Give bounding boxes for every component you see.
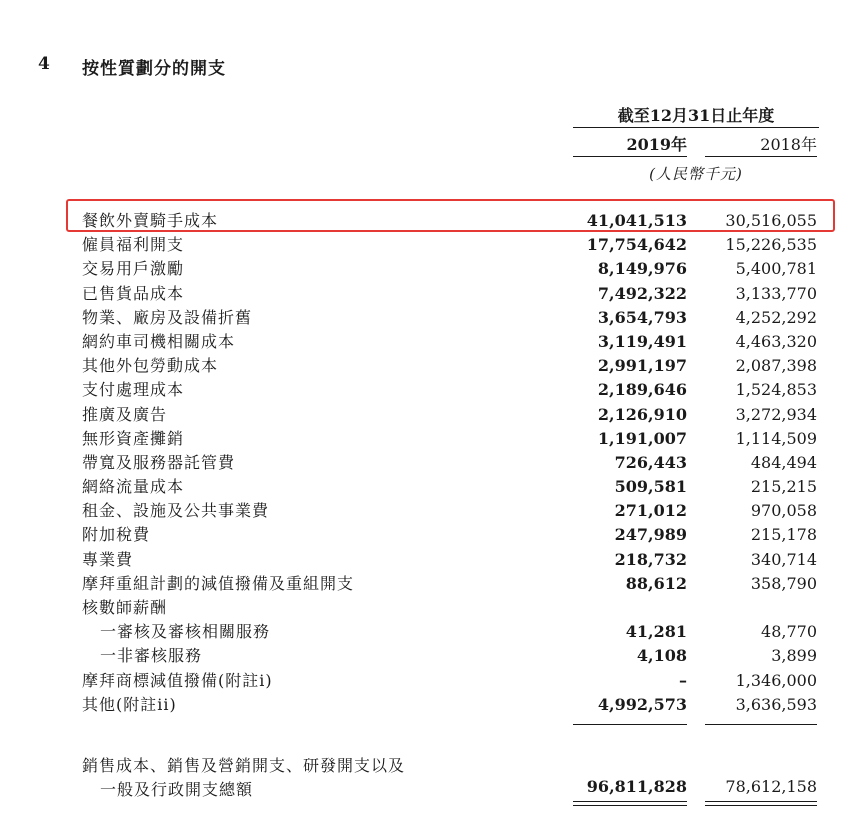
table-row [0,523,863,547]
row-value-2018: 3,133,770 [735,283,817,303]
period-header: 截至12月31日止年度 [617,106,775,125]
row-label: 物業、廠房及設備折舊 [82,307,253,327]
row-value-2019: 17,754,642 [586,235,687,255]
row-label: 網約車司機相關成本 [82,331,236,351]
total-value-2019: 96,811,828 [586,777,687,796]
row-value-2019: 1,191,007 [597,428,687,448]
section-number: 4 [38,54,50,74]
row-value-2019: 3,654,793 [597,307,687,327]
row-label: 支付處理成本 [82,380,185,400]
row-label: 其他(附註ii) [82,694,177,714]
row-label: 推廣及廣告 [82,404,168,424]
table-row [0,644,863,668]
table-row [0,257,863,281]
row-value-2019: – [679,670,687,690]
year-prior-rule [705,156,817,157]
row-label: 摩拜商標減值撥備(附註i) [82,670,273,690]
subtotal-rule-current [573,724,687,725]
table-row [0,451,863,475]
unit-label: (人民幣千元) [649,165,743,183]
row-value-2019: 8,149,976 [597,259,687,279]
total-double-rule-current [573,801,687,806]
total-value-2018: 78,612,158 [725,777,817,796]
row-value-2019: 2,126,910 [597,404,687,424]
row-value-2019: 88,612 [625,573,687,593]
row-value-2019: 271,012 [614,501,687,521]
row-label: 已售貨品成本 [82,283,185,303]
row-value-2019: 2,189,646 [597,380,687,400]
period-rule [573,127,819,128]
table-row [0,233,863,257]
row-value-2018: 484,494 [750,452,817,472]
row-value-2019: 41,041,513 [586,211,687,230]
row-value-2018: 1,346,000 [735,670,817,690]
table-row [0,572,863,596]
expense-table [0,209,863,717]
year-current-header: 2019年 [626,135,687,154]
year-prior-header: 2018年 [760,135,817,154]
total-double-rule-prior [705,801,817,806]
row-label: 附加稅費 [82,525,151,545]
table-row [0,282,863,306]
table-row [0,378,863,402]
row-value-2019: 2,991,197 [597,356,687,376]
row-value-2018: 4,463,320 [735,331,817,351]
highlight-box [66,199,835,232]
row-value-2018: 1,524,853 [735,380,817,400]
row-label: 核數師薪酬 [82,598,168,617]
row-value-2018: 3,899 [771,646,817,666]
row-label: 網絡流量成本 [82,477,185,497]
row-value-2019: 4,992,573 [597,694,687,714]
row-value-2018: 3,272,934 [735,404,817,424]
row-label: 一審核及審核相關服務 [100,622,271,642]
row-value-2019: 509,581 [614,477,687,497]
table-row [0,306,863,330]
row-label: 摩拜重組計劃的減值撥備及重組開支 [82,573,355,593]
table-row [0,499,863,523]
row-label: 無形資產攤銷 [82,428,185,448]
row-value-2018: 30,516,055 [725,211,817,230]
row-value-2019: 247,989 [614,525,687,545]
row-value-2018: 2,087,398 [735,356,817,376]
row-value-2019: 7,492,322 [597,283,687,303]
table-row [0,427,863,451]
row-value-2018: 970,058 [750,501,817,521]
table-row [0,330,863,354]
row-value-2019: 3,119,491 [597,331,687,351]
section-title: 按性質劃分的開支 [82,59,226,79]
row-value-2018: 15,226,535 [725,235,817,255]
row-value-2018: 1,114,509 [735,428,817,448]
table-row [0,354,863,378]
row-value-2018: 340,714 [750,549,817,569]
row-value-2018: 48,770 [761,622,817,642]
row-value-2018: 5,400,781 [735,259,817,279]
row-value-2018: 215,215 [750,477,817,497]
table-row [0,403,863,427]
total-label-line1: 銷售成本、銷售及營銷開支、研發開支以及 [82,756,406,775]
row-label: 專業費 [82,549,134,569]
row-value-2018: 4,252,292 [735,307,817,327]
row-value-2018: 358,790 [750,573,817,593]
row-value-2019: 726,443 [614,452,687,472]
table-row [0,693,863,717]
row-label: 交易用戶激勵 [82,259,185,279]
row-label: 一非審核服務 [100,646,203,666]
year-current-rule [573,156,687,157]
table-row [0,620,863,644]
row-value-2018: 3,636,593 [735,694,817,714]
row-value-2019: 4,108 [636,646,687,666]
table-row [0,548,863,572]
row-label: 租金、設施及公共事業費 [82,501,270,521]
table-row [0,669,863,693]
row-value-2019: 41,281 [625,622,687,642]
table-row [0,475,863,499]
row-label: 餐飲外賣騎手成本 [82,211,219,230]
table-row [0,596,863,620]
row-label: 僱員福利開支 [82,235,185,255]
row-value-2018: 215,178 [750,525,817,545]
row-label: 其他外包勞動成本 [82,356,219,376]
row-label: 帶寬及服務器託管費 [82,452,236,472]
total-label-line2: 一般及行政開支總額 [100,780,254,799]
row-value-2019: 218,732 [614,549,687,569]
subtotal-rule-prior [705,724,817,725]
